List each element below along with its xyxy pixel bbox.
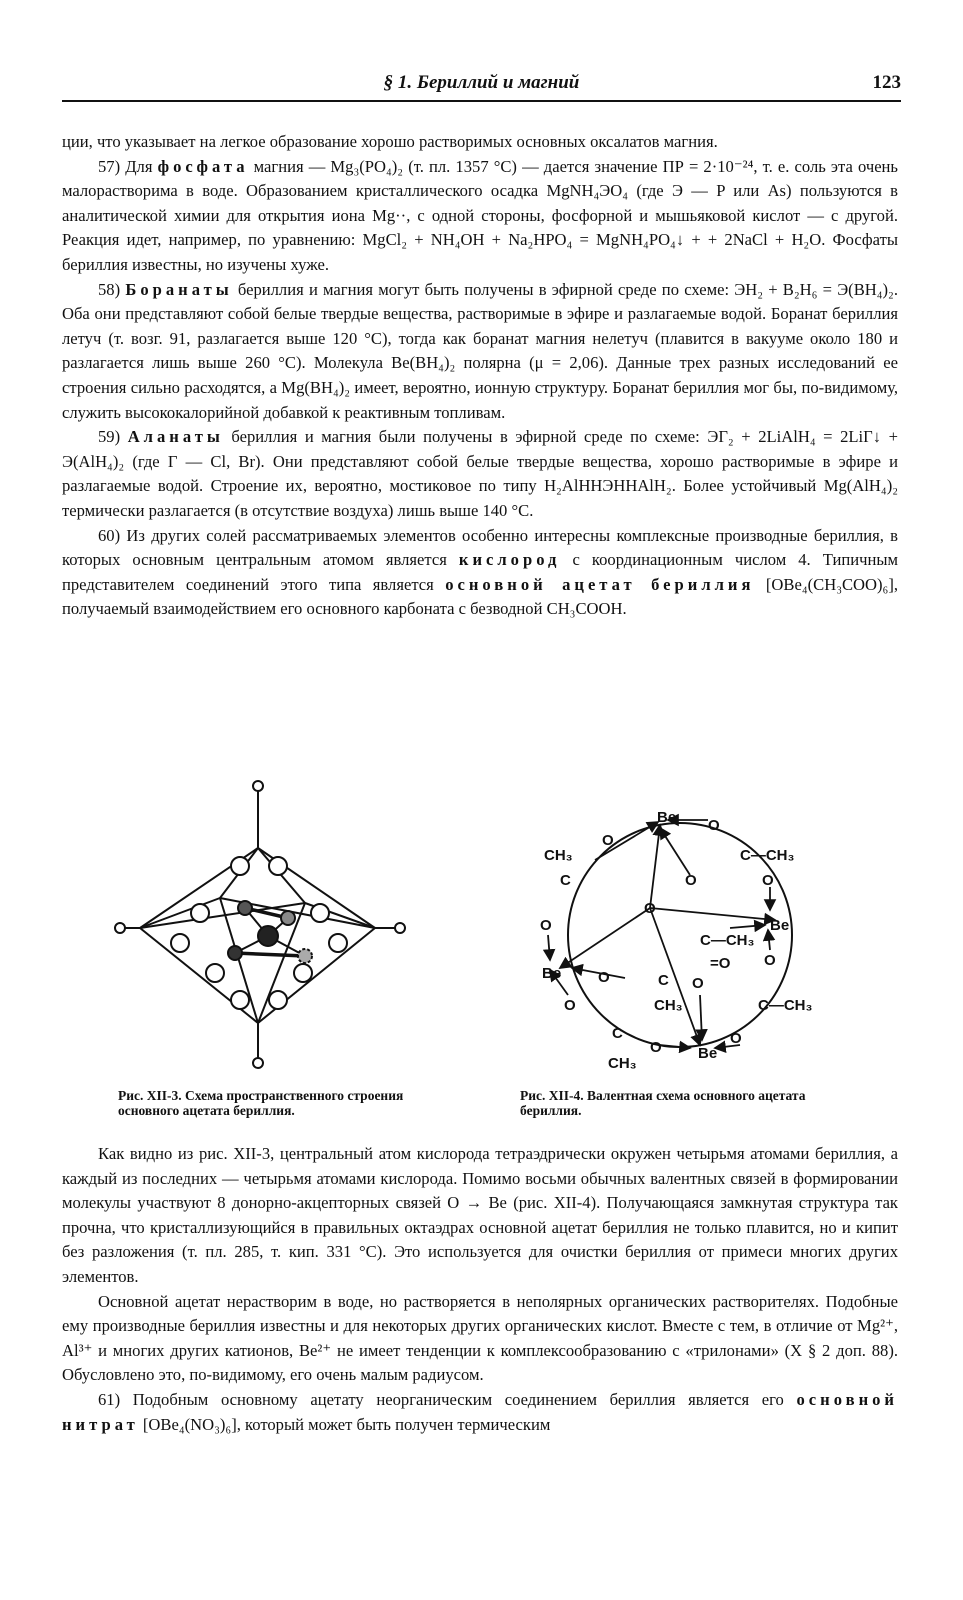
label-o-3: O (540, 917, 552, 934)
label-be-right: Be (770, 917, 790, 934)
text-run: с координационным числом 4. Типичным представителем соединений этого типа является (62, 550, 898, 594)
header-rule (62, 100, 901, 102)
running-title: § 1. Бериллий и магний (383, 72, 580, 93)
figure-xii-4-valence-scheme (530, 800, 830, 1080)
label-c-mid: C (658, 972, 669, 989)
label-o-8: O (692, 975, 704, 992)
text-run: бериллия и магния были получены в эфирной среде по схеме: ЭГ₂ + 2LiAlH₄ = 2LiГ↓ + Э(AlH₄)₂ (где Г — Cl, Br). Они представляют собой белые твердые вещества, хорошо растворимые в эфире и разлагаемые водой. Строение их, вероятно, мостиковое по типу H₂AlHHЭHHAlH₂. Более устойчивый Mg(AlH₄)₂ термически разлагается (в отсутствие воздуха) лишь выше 140 °С. (62, 427, 898, 520)
label-c-ch3-center: C—CH₃ (700, 932, 755, 949)
text-block-bottom (62, 1142, 898, 1437)
text-run: ции, что указывает на легкое образование хорошо растворимых основных оксалатов магния. (62, 132, 718, 151)
text-run: [OBe₄(NO₃)₆], который может быть получен термическим (138, 1414, 551, 1434)
spaced-term: основной нитрат (62, 1389, 898, 1434)
label-o-10: O (650, 1039, 662, 1056)
label-o-4: O (685, 872, 697, 889)
text-run: Основной ацетат нерастворим в воде, но растворяется в неполярных органических растворителях. Подобные ему производные бериллия известны и для некоторых других органических кислот. Вместе с тем, в отличие от Mg²⁺, Al³⁺ и многих других катионов, Be²⁺ не имеет тенденции к комплексообразованию с «трилонами» (X § 2 доп. 88). Обусловлено это, по-видимому, его очень малым радиусом. (62, 1291, 898, 1385)
label-c-left: C (560, 872, 571, 889)
spaced-term: фосфата (157, 156, 249, 176)
text-run: 57) Для (98, 156, 158, 176)
label-be-top: Be (657, 809, 677, 826)
label-ch3-bottom: CH₃ (608, 1055, 637, 1072)
text-run: бериллия и магния могут быть получены в эфирной среде по схеме: ЭH₂ + B₂H₆ = Э(BH₄)₂. Оба они представляют собой белые твердые вещества, растворимые в эфире и разлагаемые водой. Боранат бериллия летуч (т. возг. 91, разлагается выше 120 °С), тогда как боранат магния нелетуч (плавится в вакууме около 180 и разлагается лишь выше 260 °С). Молекула Be(BH₄)₂ полярна (μ = 2,06). Данные трех разных исследований ее строения сильно расходятся, а Mg(BH₄)₂ имеет, вероятно, ионную структуру. Боранат бериллия мог бы, по-видимому, служить высококалорийной добавкой к реактивным топливам. (62, 279, 898, 422)
text-run: магния — Mg₃(PO₄)₂ (т. пл. 1357 °С) — дается значение ПР = 2·10⁻²⁴, т. е. соль эта очень малорастворима в воде. Образованием кристаллического осадка MgNH₄ЭO₄ (где Э — P или As) пользуются в аналитической химии для открытия иона Mg··, с одной стороны, фосфорной и мышьяковой кислот — с другой. Реакция идет, например, по уравнению: MgCl₂ + NH₄OH + Na₂HPO₄ = MgNH₄PO₄↓ + + 2NaCl + H₂O. Фосфаты бериллия известны, но изучены хуже. (62, 156, 899, 274)
central-oxygen-atom (258, 926, 278, 946)
figure-xii-3-caption: Рис. XII-3. Схема пространственного строения основного ацетата бериллия. (118, 1088, 404, 1118)
label-c-ch3-right: C—CH₃ (758, 997, 813, 1014)
text-run: [OBe₄(CH₃COO)₆], получаемый взаимодействием его основного карбоната с безводной CH₃COOH. (62, 574, 899, 619)
text-block-top (62, 130, 898, 622)
text-run: 60) Из других солей рассматриваемых элементов особенно интересны комплексные производные бериллия, в которых основным центральным атомом является (62, 525, 898, 570)
text-run: 61) Подобным основному ацетату неорганическим соединением бериллия является его (98, 1389, 797, 1409)
spaced-term: основной ацетат бериллия (445, 574, 755, 594)
paragraph-p60 (62, 524, 898, 622)
label-c-eq-o: =O (710, 955, 731, 972)
paragraph-p58 (62, 278, 898, 426)
label-c-ch3-top-right: C—CH₃ (740, 847, 795, 864)
paragraph-p57 (62, 155, 898, 278)
spaced-term: Аланаты (127, 427, 224, 447)
label-be-left: Be (542, 965, 562, 982)
running-head (62, 72, 901, 102)
label-o-1: O (602, 832, 614, 849)
atom-labels (540, 809, 812, 1072)
spaced-term: кислород (458, 550, 561, 570)
octahedron-edges (120, 786, 400, 1063)
page-number: 123 (872, 72, 901, 93)
text-run: 59) (98, 427, 128, 447)
label-o-7: O (764, 952, 776, 969)
spaced-term: Боранаты (125, 279, 233, 299)
label-o-9: O (564, 997, 576, 1014)
text-run: 58) (98, 279, 126, 299)
paragraph-p-solubility (62, 1290, 898, 1388)
label-be-bottom: Be (698, 1045, 718, 1062)
paragraph-p-cont (62, 130, 898, 155)
label-o-6: O (598, 969, 610, 986)
paragraph-p59 (62, 425, 898, 523)
paragraph-p-fig-text (62, 1142, 898, 1290)
figure-xii-3-structure (110, 778, 420, 1078)
label-ch3-mid: CH₃ (654, 997, 683, 1014)
label-o-center: O (644, 900, 656, 917)
label-o-5: O (762, 872, 774, 889)
label-o-2: O (708, 817, 720, 834)
figure-xii-4-caption: Рис. XII-4. Валентная схема основного ацетата бериллия. (520, 1088, 806, 1118)
label-c-bottom: C (612, 1025, 623, 1042)
label-ch3-left: CH₃ (544, 847, 573, 864)
paragraph-p61 (62, 1388, 898, 1437)
label-o-11: O (730, 1030, 742, 1047)
text-run: Как видно из рис. XII-3, центральный атом кислорода тетраэдрически окружен четырьмя атомами бериллия, а каждый из последних — четырьмя атомами кислорода. Помимо восьми обычных валентных связей в формировании молекулы участвуют 8 донорно-акцепторных связей O → Be (рис. XII-4). Получающаяся замкнутая структура так прочна, что кристаллизующийся в правильных октаэдрах основной ацетат бериллия не только плавится, но и кипит без разложения (т. пл. 285, т. кип. 331 °С). Это используется для очистки бериллия от примеси многих других элементов. (62, 1144, 898, 1286)
